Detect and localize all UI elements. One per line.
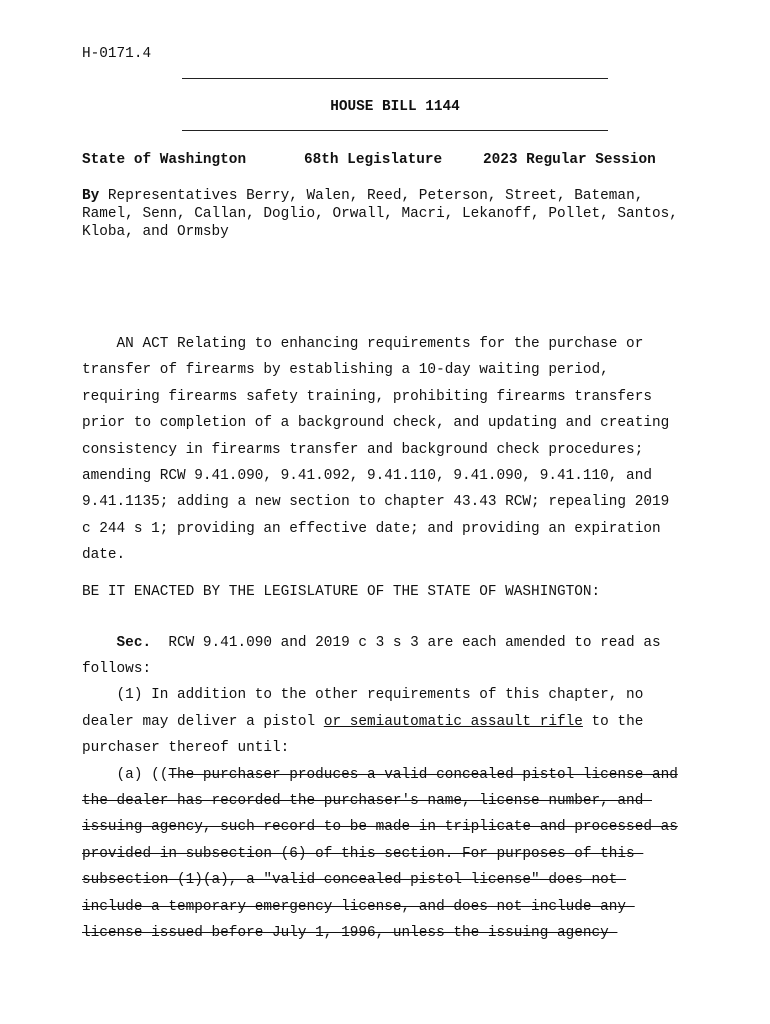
act-line: consistency in firearms transfer and background check procedures; (82, 442, 644, 458)
act-line: requiring firearms safety training, prohibiting firearms transfers (82, 389, 652, 405)
title-rule-top (182, 78, 608, 79)
deleted-text: issuing agency, such record to be made in triplicate and processed as (82, 819, 678, 835)
deleted-text: subsection (1)(a), a "valid concealed pistol license" does not (82, 872, 627, 888)
deleted-text: the dealer has recorded the purchaser's name, license number, and (82, 793, 652, 809)
act-line: AN ACT Relating to enhancing requirements for the purchase or (82, 336, 644, 352)
act-line: prior to completion of a background check, and updating and creating (82, 415, 670, 431)
sponsors-line-2: Ramel, Senn, Callan, Doglio, Orwall, Macri, Lekanoff, Pollet, Santos, (82, 206, 678, 222)
section-cont: follows: (82, 661, 152, 677)
sponsors-line-3: Kloba, and Ormsby (82, 224, 229, 240)
act-line: transfer of firearms by establishing a 10-day waiting period, (82, 362, 609, 378)
sponsors-line-1 (82, 188, 643, 204)
session-regular: 2023 Regular Session (483, 152, 656, 168)
deleted-text: license issued before July 1, 1996, unless the issuing agency (82, 925, 618, 941)
section-label: Sec. (116, 635, 152, 651)
sponsors-text: Representatives Berry, Walen, Reed, Peterson, Street, Bateman, (99, 188, 644, 204)
deleted-text: The purchaser produces a valid concealed pistol license and (168, 767, 678, 783)
subsection-line: dealer may deliver a pistol or semiautomatic assault rifle to the (82, 714, 644, 730)
document-id: H-0171.4 (82, 46, 152, 62)
section-heading (82, 635, 661, 651)
deleted-text: provided in subsection (6) of this section. For purposes of this (82, 846, 644, 862)
act-line: amending RCW 9.41.090, 9.41.092, 9.41.110, 9.41.090, 9.41.110, and (82, 468, 652, 484)
act-line: c 244 s 1; providing an effective date; and providing an expiration (82, 521, 661, 537)
bill-title: HOUSE BILL 1144 (330, 99, 460, 115)
subsection-line: purchaser thereof until: (82, 740, 290, 756)
section-text: RCW 9.41.090 and 2019 c 3 s 3 are each amended to read as (151, 635, 661, 651)
subsection-line: (1) In addition to the other requirements of this chapter, no (82, 687, 644, 703)
session-state: State of Washington (82, 152, 247, 168)
enacting-clause: BE IT ENACTED BY THE LEGISLATURE OF THE STATE OF WASHINGTON: (82, 584, 601, 600)
inserted-text: or semiautomatic assault rifle (323, 714, 583, 730)
act-line: 9.41.1135; adding a new section to chapter 43.43 RCW; repealing 2019 (82, 494, 670, 510)
sponsors-by: By (82, 188, 100, 204)
act-line: date. (82, 547, 126, 563)
deleted-text: include a temporary emergency license, and does not include any (82, 899, 635, 915)
struck-line: (a) ((The purchaser produces a valid concealed pistol license and (82, 767, 678, 783)
title-rule-bottom (182, 130, 608, 131)
session-legislature: 68th Legislature (304, 152, 443, 168)
